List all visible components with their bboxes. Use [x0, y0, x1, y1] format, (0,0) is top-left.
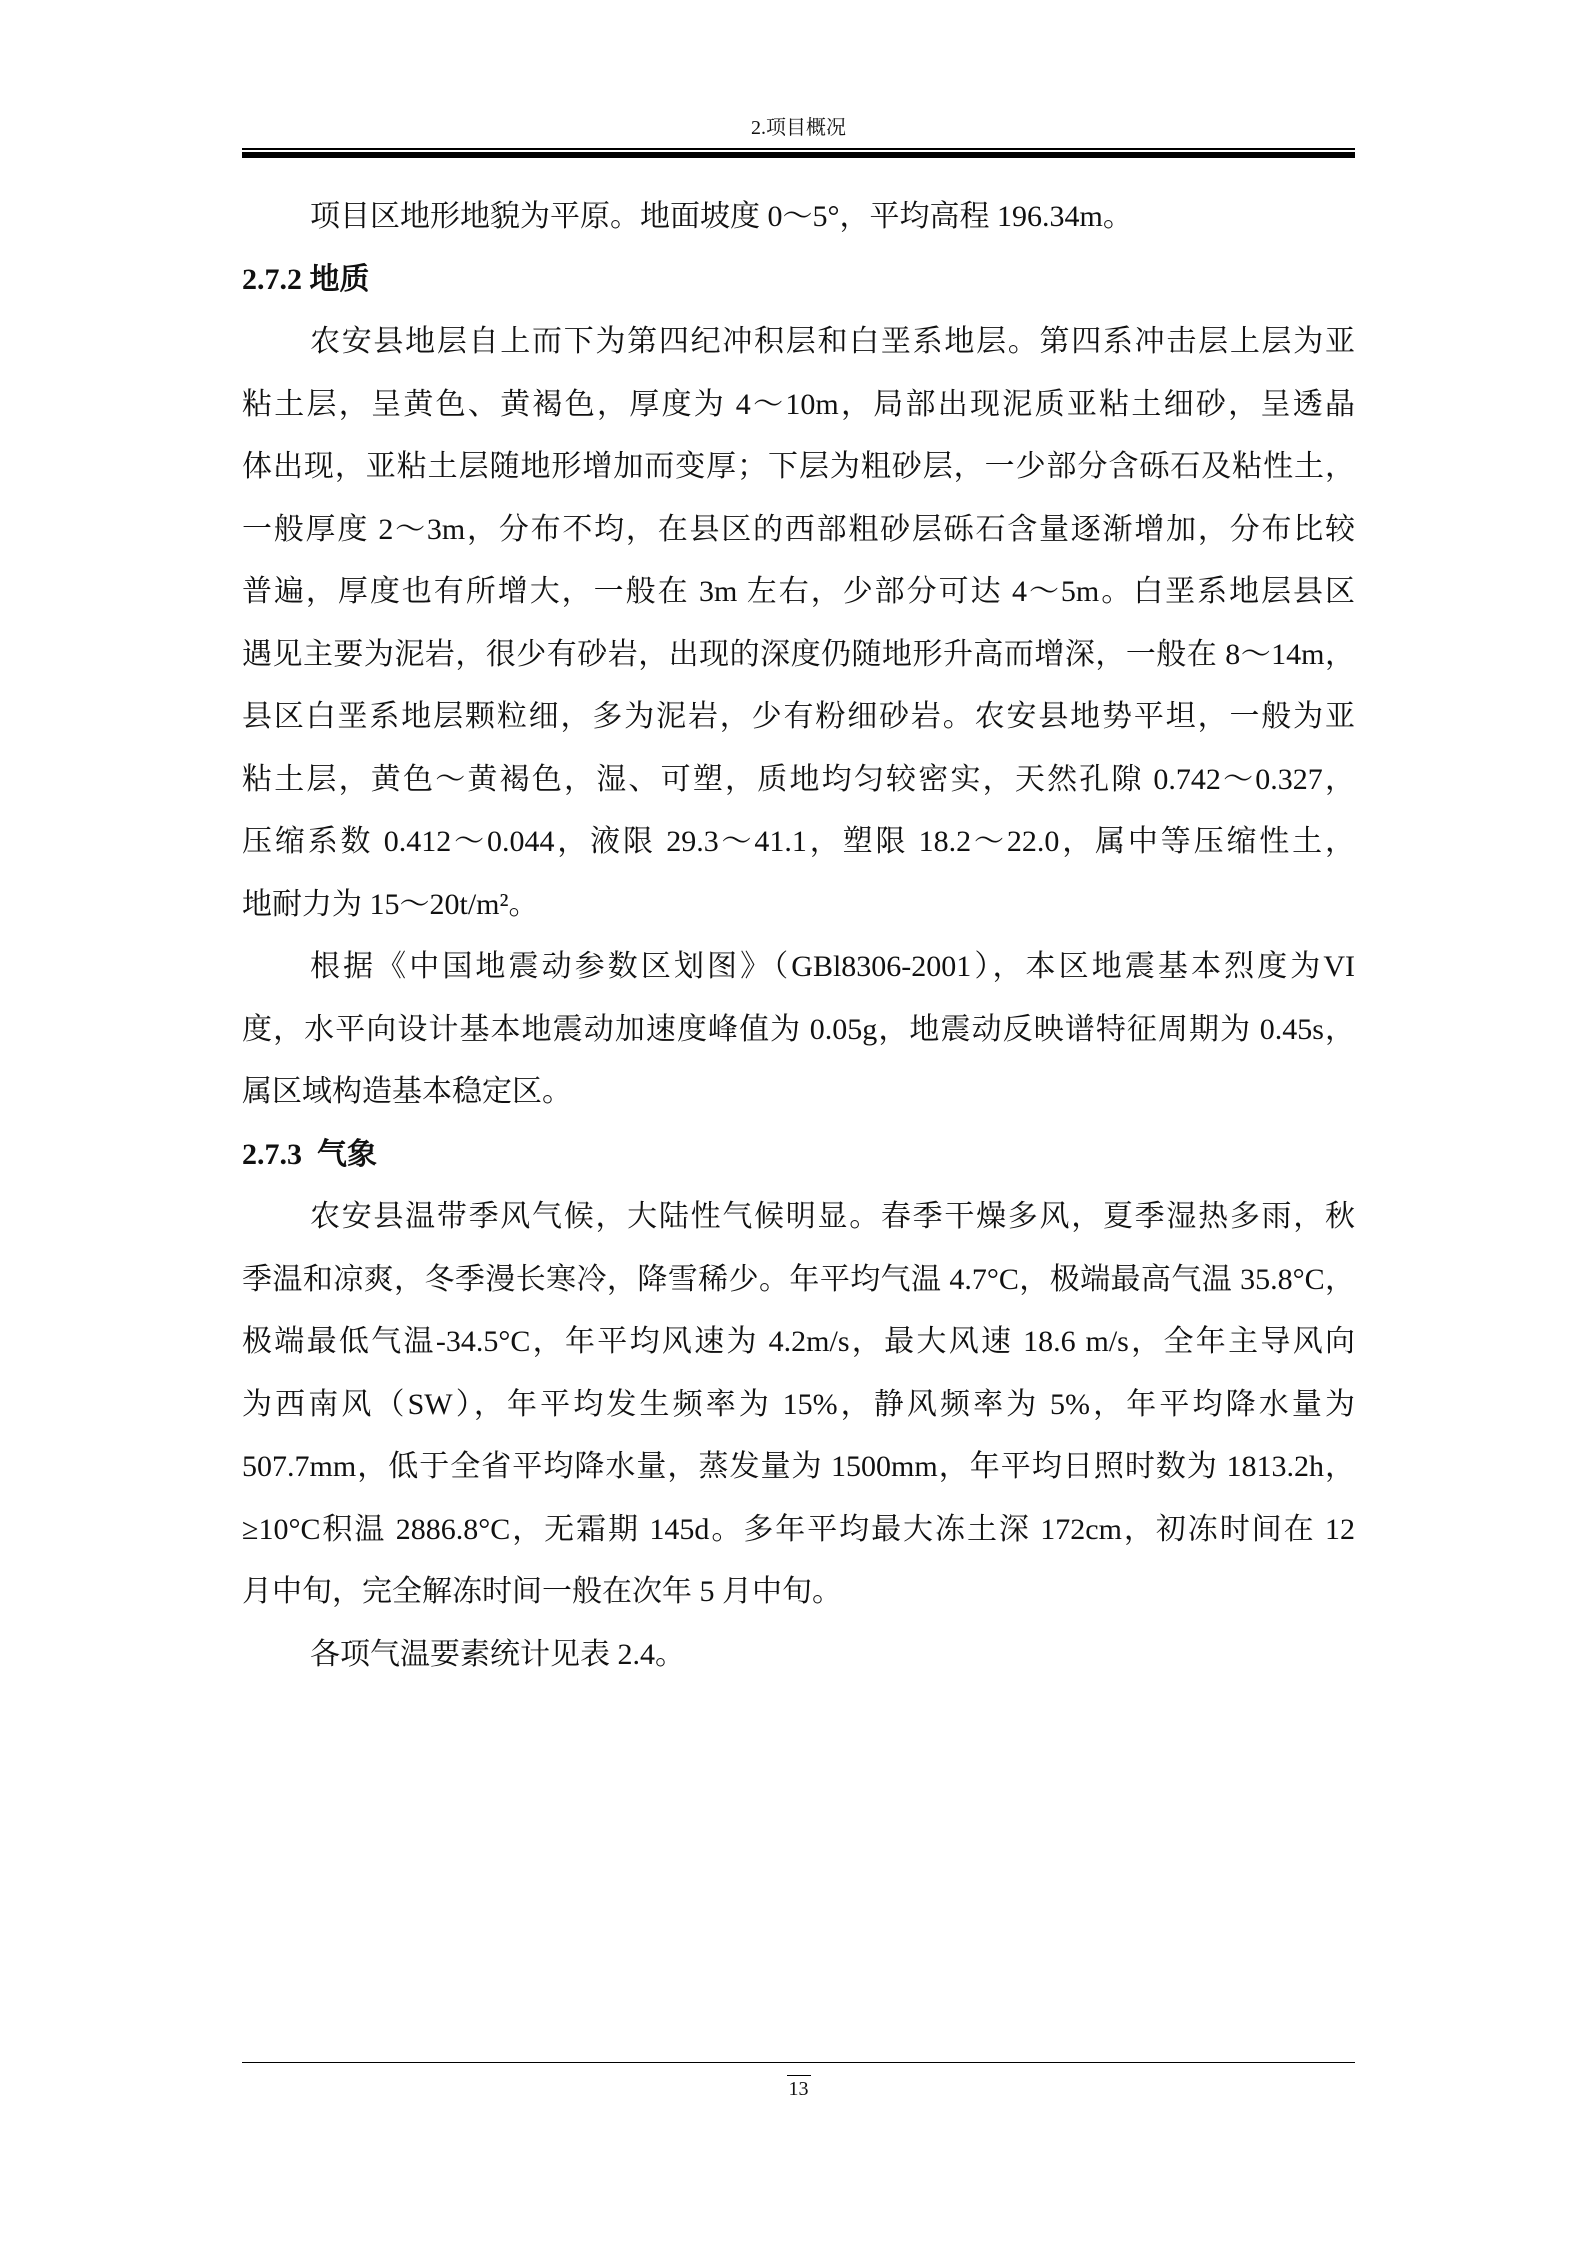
section-heading-geology: 2.7.2 地质: [242, 262, 370, 296]
paragraph-line: 普遍，厚度也有所增大，一般在 3m 左右，少部分可达 4～5m。白垩系地层县区: [242, 575, 1355, 608]
paragraph-line: 粘土层，黄色～黄褐色，湿、可塑，质地均匀较密实，天然孔隙 0.742～0.327，: [242, 762, 1355, 796]
paragraph-line: 农安县地层自上而下为第四纪冲积层和白垩系地层。第四系冲击层上层为亚: [310, 325, 1355, 358]
paragraph-line: 粘土层，呈黄色、黄褐色，厚度为 4～10m，局部出现泥质亚粘土细砂，呈透晶: [242, 387, 1355, 421]
paragraph-line: 各项气温要素统计见表 2.4。: [310, 1637, 685, 1671]
paragraph-line: 度，水平向设计基本地震动加速度峰值为 0.05g，地震动反映谱特征周期为 0.45s，: [242, 1012, 1355, 1046]
paragraph-line: 极端最低气温-34.5°C，年平均风速为 4.2m/s，最大风速 18.6 m/s，全年主导风向: [242, 1325, 1355, 1358]
paragraph-line: 季温和凉爽，冬季漫长寒冷，降雪稀少。年平均气温 4.7°C，极端最高气温 35.8°C，: [242, 1262, 1355, 1296]
header-rule-thick: [242, 152, 1355, 158]
climate-paragraph-1: [242, 1186, 1355, 1624]
paragraph-line: 压缩系数 0.412～0.044，液限 29.3～41.1，塑限 18.2～22.0，属中等压缩性土，: [242, 825, 1355, 858]
geology-paragraph-2: [242, 936, 1355, 1124]
page-number: [242, 2074, 1355, 2104]
paragraph-line: 项目区地形地貌为平原。地面坡度 0～5°，平均高程 196.34m。: [310, 200, 1133, 233]
section-heading-climate: 2.7.3 气象: [242, 1137, 377, 1171]
paragraph-line: 地耐力为 15～20t/m²。: [242, 887, 539, 921]
header-rule-thin: [242, 148, 1355, 150]
paragraph-line: 507.7mm，低于全省平均降水量，蒸发量为 1500mm，年平均日照时数为 1813.2h，: [242, 1450, 1355, 1483]
paragraph-line: 县区白垩系地层颗粒细，多为泥岩，少有粉细砂岩。农安县地势平坦，一般为亚: [242, 700, 1355, 733]
document-body: [242, 186, 1355, 1686]
geology-paragraph-1: [242, 311, 1355, 936]
paragraph-line: 为西南风（SW），年平均发生频率为 15%，静风频率为 5%，年平均降水量为: [242, 1387, 1355, 1421]
paragraph-line: 根据《中国地震动参数区划图》（GBl8306-2001），本区地震基本烈度为VI: [310, 950, 1355, 983]
paragraph-line: ≥10°C积温 2886.8°C，无霜期 145d。多年平均最大冻土深 172cm，初冻时间在 12: [242, 1512, 1355, 1546]
paragraph-line: 属区域构造基本稳定区。: [242, 1075, 572, 1108]
intro-paragraph: [242, 186, 1355, 249]
footer-rule: [242, 2062, 1355, 2063]
paragraph-line: 一般厚度 2～3m，分布不均，在县区的西部粗砂层砾石含量逐渐增加，分布比较: [242, 512, 1355, 546]
paragraph-line: 体出现，亚粘土层随地形增加而变厚；下层为粗砂层，一少部分含砾石及粘性土，: [242, 450, 1355, 483]
paragraph-line: 遇见主要为泥岩，很少有砂岩，出现的深度仍随地形升高而增深，一般在 8～14m，: [242, 637, 1355, 671]
page-number-text: 13: [787, 2075, 811, 2102]
paragraph-line: 月中旬，完全解冻时间一般在次年 5 月中旬。: [242, 1575, 842, 1608]
paragraph-line: 农安县温带季风气候，大陆性气候明显。春季干燥多风，夏季湿热多雨，秋: [310, 1200, 1355, 1233]
climate-paragraph-2: [242, 1624, 1355, 1687]
running-header-title: 2.项目概况: [751, 117, 846, 139]
